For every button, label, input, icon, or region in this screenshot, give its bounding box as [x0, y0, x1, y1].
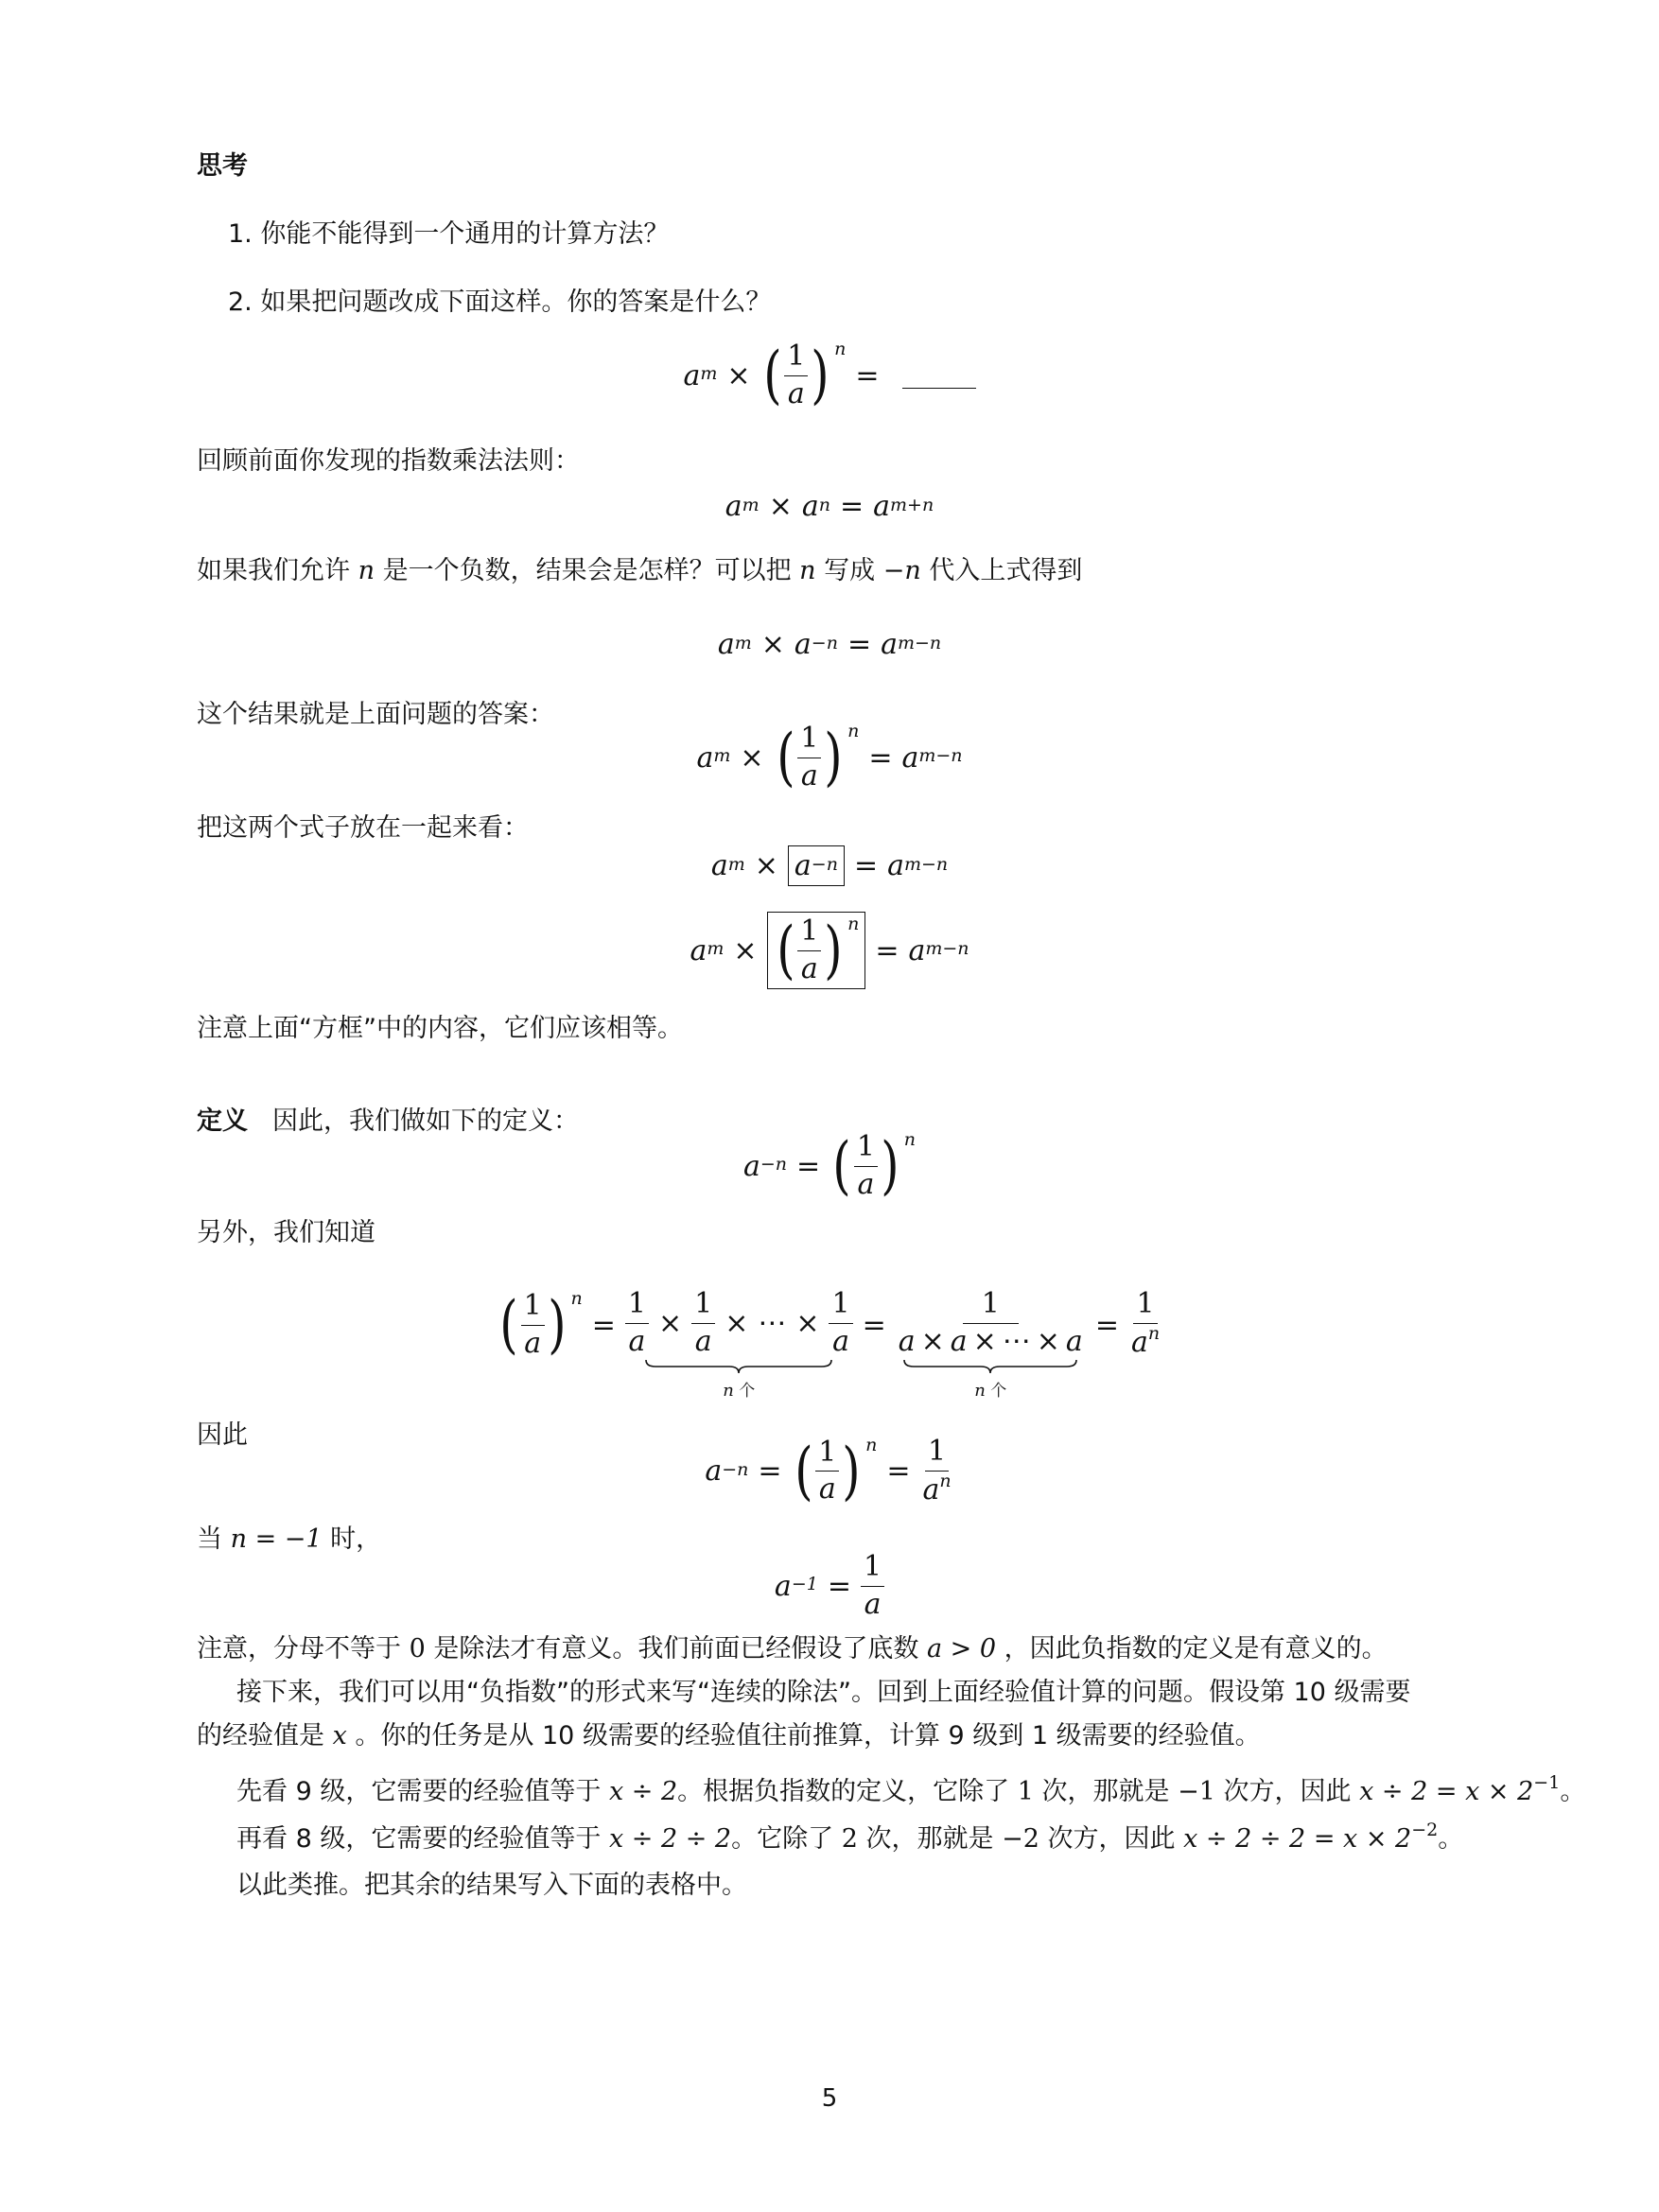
closing-paragraph-4: 再看 8 级，它需要的经验值等于 x ÷ 2 ÷ 2。它除了 2 次，那就是 −2 次方，因此 $x \div 2 \div 2 = x \times 2^{-2}$。	[236, 1820, 1464, 1854]
know-intro: 另外，我们知道	[197, 1218, 375, 1247]
closing-paragraph-3: 先看 9 级，它需要的经验值等于 x ÷ 2。根据负指数的定义，它除了 1 次，那就是 −1 次方，因此 $x \div 2 = x \times 2^{-1}$。	[236, 1772, 1586, 1806]
answer-blank	[902, 363, 976, 389]
section-heading-think: 思考	[197, 151, 248, 181]
equation-minus-one: a $^{-1}$ = $\frac{1}{a}$	[0, 1551, 1659, 1621]
when-n-minus-one: 当 n = −1 时，	[197, 1524, 382, 1554]
equation-reciprocal: a $^{-n}$ = ( $\frac{1}{a}$ ) n = $\frac{1}{a^n}$	[705, 1434, 952, 1507]
closing-paragraph-5: 以此类推。把其余的结果写入下面的表格中。	[236, 1871, 747, 1900]
closing-paragraph-2-line-2: 的经验值是 x 。你的任务是从 10 级需要的经验值往前推算，计算 9 级到 1 级需要的经验值。	[197, 1721, 1261, 1750]
closing-paragraph-2-line-1: 接下来，我们可以用“负指数”的形式来写“连续的除法”。回到上面经验值计算的问题。假设第 10 级需要	[236, 1678, 1411, 1707]
answer-intro: 这个结果就是上面问题的答案：	[197, 700, 554, 729]
negative-n-question: 如果我们允许 n 是一个负数，结果会是怎样？可以把 n 写成 −n 代入上式得到	[197, 556, 1083, 585]
underbrace-left	[644, 1358, 833, 1375]
question-1: 1. 你能不能得到一个通用的计算方法？	[228, 219, 670, 249]
question-2: 2. 如果把问题改成下面这样。你的答案是什么？	[228, 287, 772, 317]
definition-label: 定义	[197, 1106, 248, 1136]
therefore-intro: 因此	[197, 1420, 248, 1450]
equation-negative-exponent: a $^m$ × a $^{-n}$ = a $^{m-n}$	[717, 628, 942, 661]
equation-question: a $^m$ × ( $\frac{1}{a}$ ) n =	[0, 340, 1659, 410]
equation-expansion: ( $\frac{1}{a}$ ) n = $\frac{1}{a}$ × $\frac{1}{a}$ × ⋯ × $\frac{1}{a}$ n 个 = $\frac{1}{a \times a \times \cdots \times a}$ n 个 = $\frac{1}{a^n}$	[499, 1287, 1161, 1401]
page-number: 5	[821, 2084, 838, 2113]
box-note: 注意上面“方框”中的内容，它们应该相等。	[197, 1014, 683, 1043]
equation-definition: a $^{-n}$ = ( $\frac{1}{a}$ ) n	[742, 1129, 917, 1202]
compare-intro: 把这两个式子放在一起来看：	[197, 813, 529, 843]
equation-answer: a $^m$ × ( $\frac{1}{a}$ ) n = a $^{m-n}$	[696, 721, 963, 793]
equation-boxed-fraction: a $^m$ × ( $\frac{1}{a}$ ) n = a $^{m-n}$	[0, 912, 1659, 989]
underbrace-right	[902, 1358, 1078, 1375]
equation-boxed-negative: a $^m$ × a $^{-n}$ = a $^{m-n}$	[0, 845, 1659, 886]
definition-line: 定义 因此，我们做如下的定义：	[197, 1106, 579, 1136]
equation-multiply-rule: a $^m$ × a $^n$ = a $^{m+n}$	[725, 490, 934, 523]
review-intro: 回顾前面你发现的指数乘法法则：	[197, 446, 580, 476]
closing-paragraph-1: 注意，分母不等于 0 是除法才有意义。我们前面已经假设了底数 a > 0 ，因此负指数的定义是有意义的。	[197, 1634, 1388, 1663]
